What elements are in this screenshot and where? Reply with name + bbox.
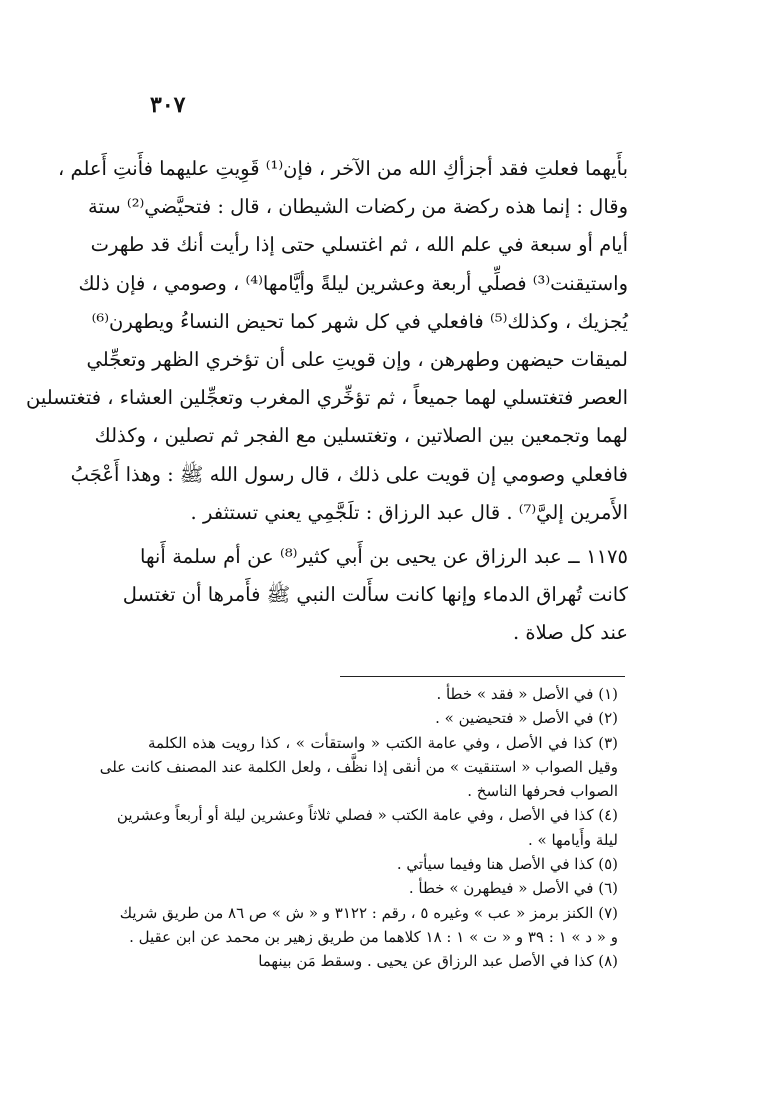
footnote-line: (٣) كذا في الأصل ، وفي عامة الكتب « واستقأت » ، كذا رويت هذه الكلمة — [148, 733, 618, 752]
hadith-line: عند كل صلاة . — [512, 621, 628, 645]
footnote-line: (٦) في الأصل « فيطهرن » خطأ . — [408, 879, 618, 898]
text-line: واستيقنت⁽³⁾ فصلِّي أربعة وعشرين ليلةً وأيَّامها⁽⁴⁾ ، وصومي ، فإن ذلك — [78, 271, 628, 295]
hadith-line: كانت تُهراق الدماء وإنها كانت سأَلت النبي ﷺ فأَمرها أن تغتسل — [122, 583, 628, 607]
footnote-separator — [340, 676, 625, 677]
footnote-line: (٢) في الأصل « فتحيضين » . — [435, 709, 618, 728]
text-line: أيام أو سبعة في علم الله ، ثم اغتسلي حتى إذا رأيت أنك قد طهرت — [90, 233, 628, 257]
text-line: فافعلي وصومي إن قويت على ذلك ، قال رسول الله ﷺ : وهذا أَعْجَبُ — [70, 462, 628, 486]
text-line: لميقات حيضهن وطهرهن ، وإن قويتِ على أن تؤخري الظهر وتعجِّلي — [86, 347, 628, 371]
text-line: وقال : إنما هذه ركضة من ركضات الشيطان ، قال : فتحيَّضي⁽²⁾ ستة — [88, 195, 628, 219]
page-number: ٣٠٧ — [150, 92, 186, 118]
footnote-line: (١) في الأصل « فقد » خطأ . — [436, 685, 618, 703]
footnote-line: الصواب فحرفها الناسخ . — [467, 782, 618, 801]
text-line: العصر فتغتسلي لهما جميعاً ، ثم تؤخِّري المغرب وتعجِّلين العشاء ، فتغتسلين — [25, 386, 628, 410]
hadith-line: ١١٧٥ ــ عبد الرزاق عن يحيى بن أَبي كثير⁽⁸⁾ عن أم سلمة أَنها — [140, 544, 628, 568]
text-line: بأَيهما فعلتِ فقد أجزأكِ الله من الآخر ، فإن⁽¹⁾ قَوِيتِ عليهما فأَنتِ أَعلم ، — [57, 157, 628, 180]
footnote-line: و « د » ١ : ٣٩ و « ت » ١ : ١٨ كلاهما من طريق زهير بن محمد عن ابن عقيل . — [129, 927, 618, 946]
footnote-line: ليلة وأَيامها » . — [527, 830, 618, 849]
footnote-line: (٧) الكنز برمز « عب » وغيره ٥ ، رقم : ٣١٢٢ و « ش » ص ٨٦ من طريق شريك — [119, 903, 618, 922]
footnote-line: وقيل الصواب « استنقيت » من أنقى إذا نظَّف ، ولعل الكلمة عند المصنف كانت على — [99, 757, 618, 776]
text-line: يُجزيك ، وكذلك⁽⁵⁾ فافعلي في كل شهر كما تحيض النساءُ ويطهرن⁽⁶⁾ — [91, 309, 628, 333]
footnote-line: (٨) كذا في الأصل عبد الرزاق عن يحيى . وسقط مَن بينهما — [258, 952, 618, 971]
main-text — [25, 150, 628, 652]
footnote-line: (٥) كذا في الأصل هنا وفيما سيأتي . — [396, 855, 618, 874]
text-line: الأَمرين إليَّ⁽⁷⁾ . قال عبد الرزاق : تلَجَّمِي يعني تستثفر . — [190, 500, 628, 524]
footnote-line: (٤) كذا في الأصل ، وفي عامة الكتب « فصلي ثلاثاً وعشرين ليلة أو أربعاً وعشرين — [116, 806, 618, 825]
text-line: لهما وتجمعين بين الصلاتين ، وتغتسلين مع الفجر ثم تصلين ، وكذلك — [94, 424, 628, 448]
footnotes — [99, 682, 618, 974]
